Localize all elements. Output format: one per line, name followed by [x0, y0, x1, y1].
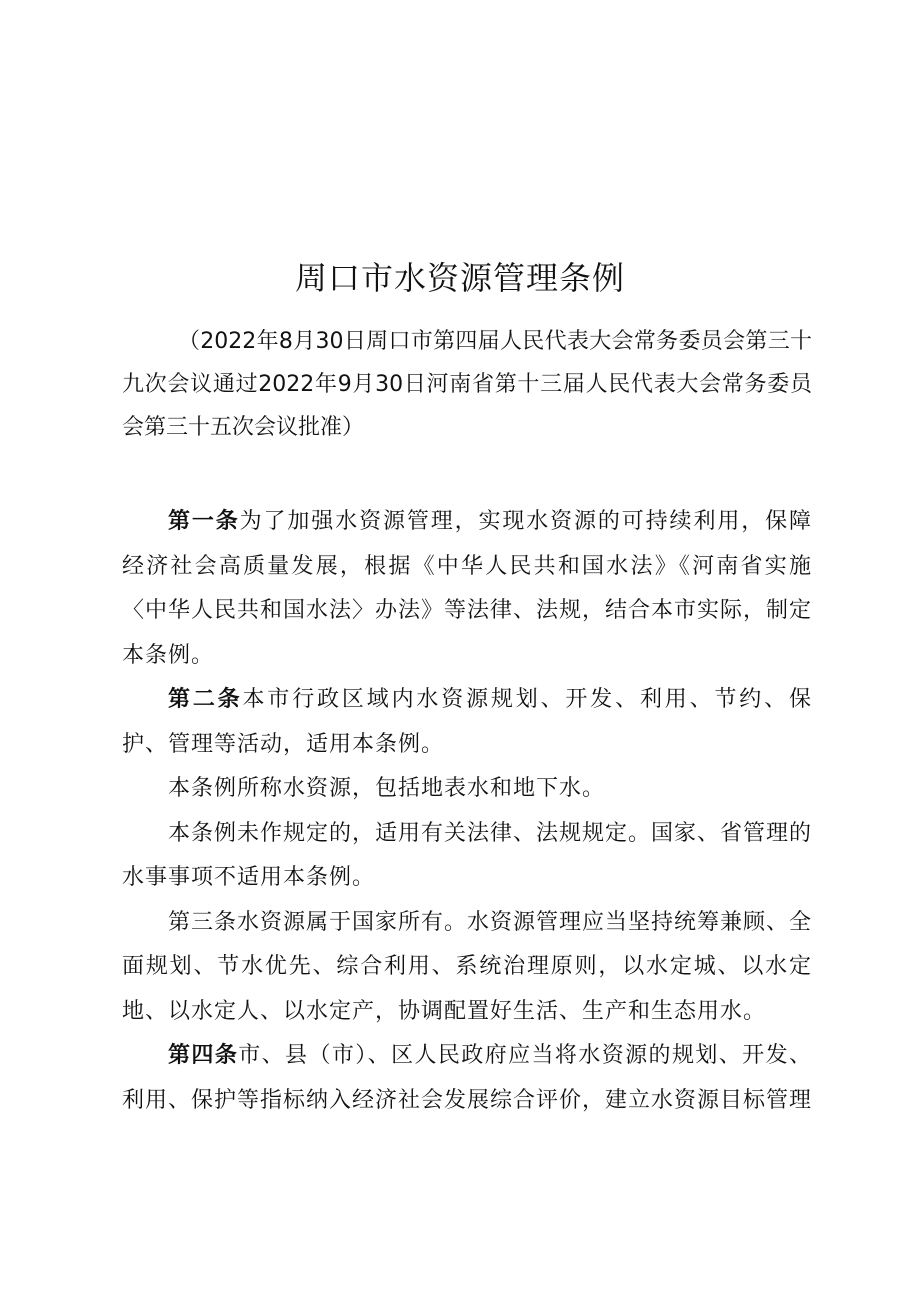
- paragraph-text: 本条例所称水资源，包括地表水和地下水。: [168, 776, 606, 801]
- paragraph-text: 本市行政区域内水资源规划、开发、利用、节约、保护、管理等活动，适用本条例。: [122, 687, 812, 757]
- paragraph-text: 第三条水资源属于国家所有。水资源管理应当坚持统筹兼顾、全面规划、节水优先、综合利用、系统治理原则，以水定城、以水定地、以水定人、以水定产，协调配置好生活、生产和生态用水。: [122, 909, 813, 1024]
- article-number: 第二条: [168, 687, 243, 712]
- paragraph-article-3: [122, 901, 812, 1035]
- article-number: 第一条: [168, 509, 240, 534]
- paragraph-article-2-clause-3: [122, 812, 812, 901]
- paragraph-article-2: [122, 678, 812, 767]
- document-subtitle: （2022年8月30日周口市第四届人民代表大会常务委员会第三十九次会议通过2022年9月30日河南省第十三届人民代表大会常务委员会第三十五次会议批准）: [122, 329, 812, 440]
- paragraph-article-4: [122, 1034, 812, 1123]
- document-body: [122, 500, 812, 1123]
- article-number: 第四条: [168, 1043, 239, 1068]
- paragraph-text: 为了加强水资源管理，实现水资源的可持续利用，保障经济社会高质量发展，根据《中华人民共和国水法》《河南省实施〈中华人民共和国水法〉办法》等法律、法规，结合本市实际，制定本条例。: [122, 509, 813, 668]
- document-title: 周口市水资源管理条例: [294, 259, 625, 297]
- paragraph-text: 本条例未作规定的，适用有关法律、法规规定。国家、省管理的水事事项不适用本条例。: [122, 820, 813, 890]
- paragraph-article-2-clause-2: [122, 767, 812, 812]
- paragraph-text: 市、县（市）、区人民政府应当将水资源的规划、开发、利用、保护等指标纳入经济社会发展综合评价，建立水资源目标管理: [122, 1043, 813, 1113]
- paragraph-article-1: [122, 500, 812, 678]
